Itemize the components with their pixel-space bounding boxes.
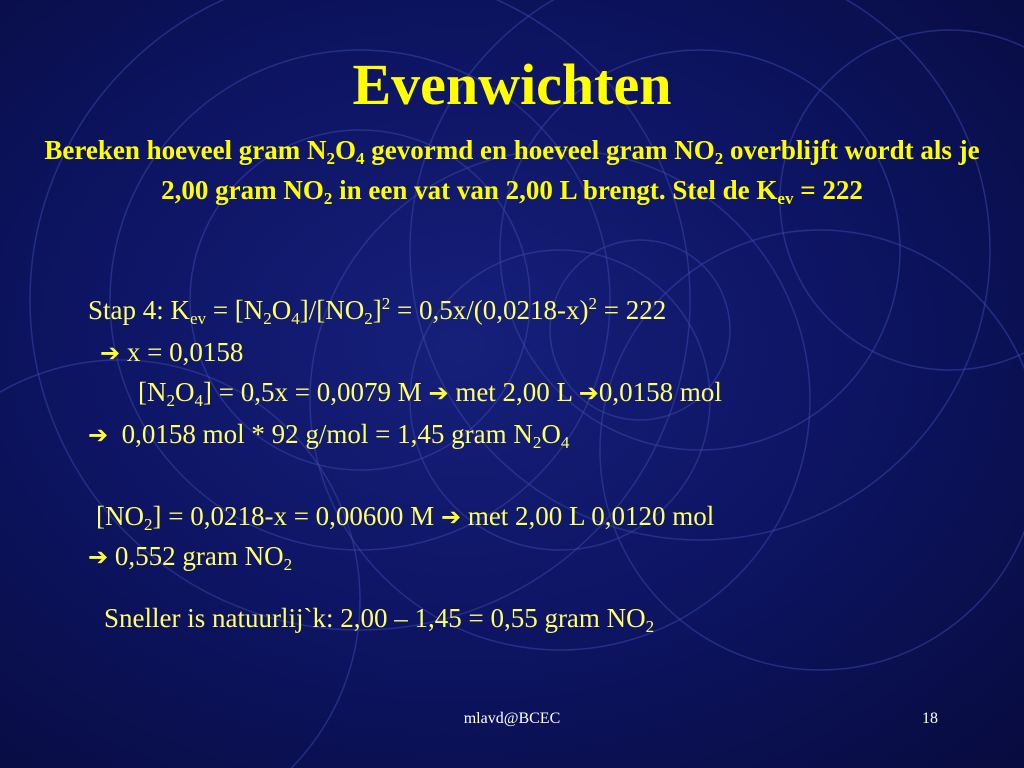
text: O <box>175 377 195 407</box>
text: O <box>271 295 292 325</box>
no2-mass-line <box>88 540 292 573</box>
question-part: in een vat van 2,00 L brengt. Stel de K <box>332 175 778 205</box>
subscript: 2 <box>326 149 336 168</box>
text: 0,0158 mol <box>598 377 722 407</box>
subscript: 2 <box>364 309 373 328</box>
superscript: 2 <box>588 294 597 313</box>
text: Stap 4: K <box>88 295 191 325</box>
text: = 0,5x/(0,0218-x) <box>390 295 589 325</box>
text: 0,0158 mol * 92 g/mol = 1,45 gram N <box>108 419 533 449</box>
right-arrow-icon: ➔ <box>88 543 109 571</box>
question-part: gevormd en hoeveel gram NO <box>364 135 715 165</box>
text: ]/[NO <box>299 295 365 325</box>
text: met 2,00 L <box>448 377 579 407</box>
subscript: 4 <box>291 309 300 328</box>
right-arrow-icon: ➔ <box>88 421 109 449</box>
superscript: 2 <box>381 294 391 313</box>
question-text <box>40 130 984 210</box>
n2o4-mass-line <box>88 418 569 451</box>
text: ] = 0,5x = 0,0079 M <box>203 377 429 407</box>
text: x = 0,0158 <box>120 337 244 367</box>
text: = [N <box>206 295 264 325</box>
question-part: O <box>335 135 357 165</box>
step4-equation <box>88 294 666 326</box>
text: [N <box>138 377 167 407</box>
text: 0,552 gram NO <box>108 541 284 571</box>
right-arrow-icon: ➔ <box>440 503 462 531</box>
x-solution-line <box>100 336 243 369</box>
slide-title: Evenwichten <box>352 52 672 117</box>
right-arrow-icon: ➔ <box>428 379 449 407</box>
question-part: overblijft wordt als je 2,00 gram NO <box>161 135 980 205</box>
subscript: 2 <box>283 555 293 574</box>
subscript: 2 <box>166 391 175 410</box>
subscript: ev <box>190 309 207 328</box>
text: met 2,00 L 0,0120 mol <box>461 501 715 531</box>
text: ] <box>372 295 382 325</box>
subscript: ev <box>777 189 794 208</box>
right-arrow-icon: ➔ <box>578 379 599 407</box>
question-part: Bereken hoeveel gram N <box>44 135 327 165</box>
subscript: 2 <box>714 149 724 168</box>
subscript: 2 <box>645 617 655 636</box>
text: [NO <box>96 501 144 531</box>
slide-number: 18 <box>922 710 938 727</box>
subscript: 2 <box>263 309 272 328</box>
footer-center-text: mlavd@BCEC <box>463 710 561 727</box>
subscript: 4 <box>560 433 570 452</box>
subscript: 2 <box>532 433 542 452</box>
text: O <box>541 419 561 449</box>
n2o4-concentration-line <box>138 376 722 409</box>
subscript: 2 <box>323 189 333 208</box>
text: = 222 <box>596 295 667 325</box>
question-part: = 222 <box>793 175 863 205</box>
no2-concentration-line <box>96 500 714 533</box>
right-arrow-icon: ➔ <box>100 339 121 367</box>
subscript: 4 <box>356 149 365 168</box>
text: Sneller is natuurlij`k: 2,00 – 1,45 = 0,55 gram NO <box>104 603 646 633</box>
text: ] = 0,0218-x = 0,00600 M <box>152 501 441 531</box>
subscript: 2 <box>144 515 153 534</box>
subscript: 4 <box>194 391 203 410</box>
faster-method-line <box>104 602 654 634</box>
